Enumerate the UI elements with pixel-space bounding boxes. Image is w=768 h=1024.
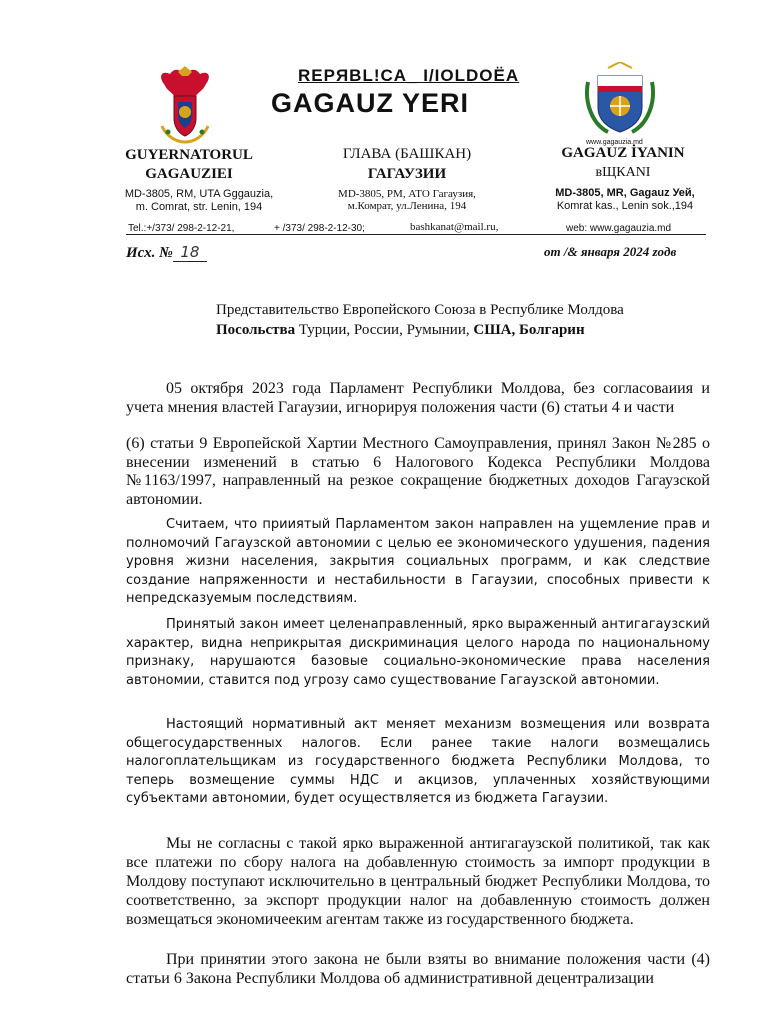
addressee-embassies-label: Посольства: [216, 322, 296, 338]
center-title-line2: ГАГАУЗИИ: [367, 166, 447, 182]
republic-name: REPЯBL!CA_ I/IOLDOЁA: [298, 66, 520, 85]
reference-number: 18: [173, 243, 207, 262]
document-date: от /& января 2024 zoдв: [544, 244, 677, 259]
left-title-line2: GAGAUZIEI: [145, 166, 233, 182]
right-address-line1: MD-3805, MR, Gagauz Уей,: [555, 187, 695, 199]
gagauzia-coat-of-arms-icon: [580, 62, 660, 140]
header-divider: [126, 234, 706, 235]
paragraph-1: 05 октября 2023 года Парламент Республики Молдова, без согласоваиия и учета мнения властей Гагаузии, игнорируя положения части (6) статьи 4 и части: [126, 380, 710, 416]
outgoing-reference: [126, 243, 207, 262]
left-address-line1: MD-3805, RM, UTA Gggauzia,: [124, 188, 274, 200]
paragraph-3: Принятый закон имеет целенаправленный, ярко выраженный антигагаузский характер, видна неприкрытая дискриминация целого народа по национальному признаку, нарушаются базовые социально-экономические права населения автономии, ставится под угрозу само существование Гагаузской автономии.: [126, 617, 710, 688]
addressee-block: [216, 300, 716, 340]
center-address-line2: м.Комрат, ул.Ленина, 194: [347, 200, 467, 212]
contact-website: web: www.gagauzia.md: [566, 223, 672, 234]
paragraph-5: Мы не согласны с такой ярко выраженной антигагаузской политикой, так как все платежи по сбору налога на добавленную стоимость за импорт продукции в Молдову поступают исключительно в центральный бюджет Республики Молдова, то соответственно, за экспорт продукции налог на добавленную стоимость должен возмещаться экономичееким агентам также из государственного бюджета.: [126, 835, 710, 928]
contact-telephone: Tel.:+/373/ 298-2-12-21,: [128, 223, 235, 234]
addressee-line2: [216, 320, 716, 340]
center-title-line1: ГЛАВА (БАШКАН): [342, 146, 472, 162]
reference-label: Исх. №: [126, 245, 173, 261]
addressee-countries: Турции, России, Румынии,: [295, 322, 474, 338]
moldova-coat-of-arms-icon: [156, 66, 214, 146]
emblem-website-caption: www.gagauzia.md: [586, 139, 643, 146]
addressee-countries-bold: США, Болгарин: [473, 322, 585, 338]
paragraph-2: Считаем, что прииятый Парламентом закон направлен на ущемление прав и полномочий Гагаузской автономии с целью ее экономического удушения, падения уровня жизни населения, закрытия социальных программ, и как следствие создание напряженности и нестабильности в Гагаузии, способных привести к непредсказуемым последствиям.: [126, 517, 710, 606]
right-title-line1: GAGAUZ İYANIN: [561, 145, 685, 161]
addressee-line1: Представительство Европейского Союза в Республике Молдова: [216, 302, 624, 318]
region-name: GAGAUZ YERI: [271, 88, 470, 118]
contact-email: bashkanat@mail.ru,: [410, 221, 499, 233]
center-address-line1: MD-3805, РМ, АТО Гагаузия,: [338, 188, 476, 200]
contact-fax: + /373/ 298-2-12-30;: [274, 223, 365, 234]
paragraph-1-continued: (6) статьи 9 Европейской Хартии Местного Самоуправления, принял Закон №285 о внесении изменений в статью 6 Налогового Кодекса Республики Молдова №1163/1997, направленный на резкое сокращение бюджетных доходов Гагаузской автономии.: [126, 435, 710, 508]
left-address-line2: m. Comrat, str. Lenin, 194: [135, 201, 263, 213]
paragraph-6: При принятии этого закона не были взяты во внимание положения части (4) статьи 6 Закона Республики Молдова об административной децентрализации: [126, 951, 710, 987]
right-address-line2: Komrat kas., Lenin sok.,194: [556, 200, 694, 212]
paragraph-4: Настоящий нормативный акт меняет механизм возмещения или возврата общегосударственных налогов. Если ранее такие налоги возмещались налогоплательщикам из государственного бюджета Республики Молдова, то теперь возмещение суммы НДС и акцизов, уплаченныx хозяйствующими субъектами автономии, будет осуществляется из бюджета Гагаузии.: [126, 717, 710, 806]
right-title-line2: вЩКANI: [595, 165, 651, 180]
left-title-line1: GUYERNATORUL: [125, 147, 253, 163]
